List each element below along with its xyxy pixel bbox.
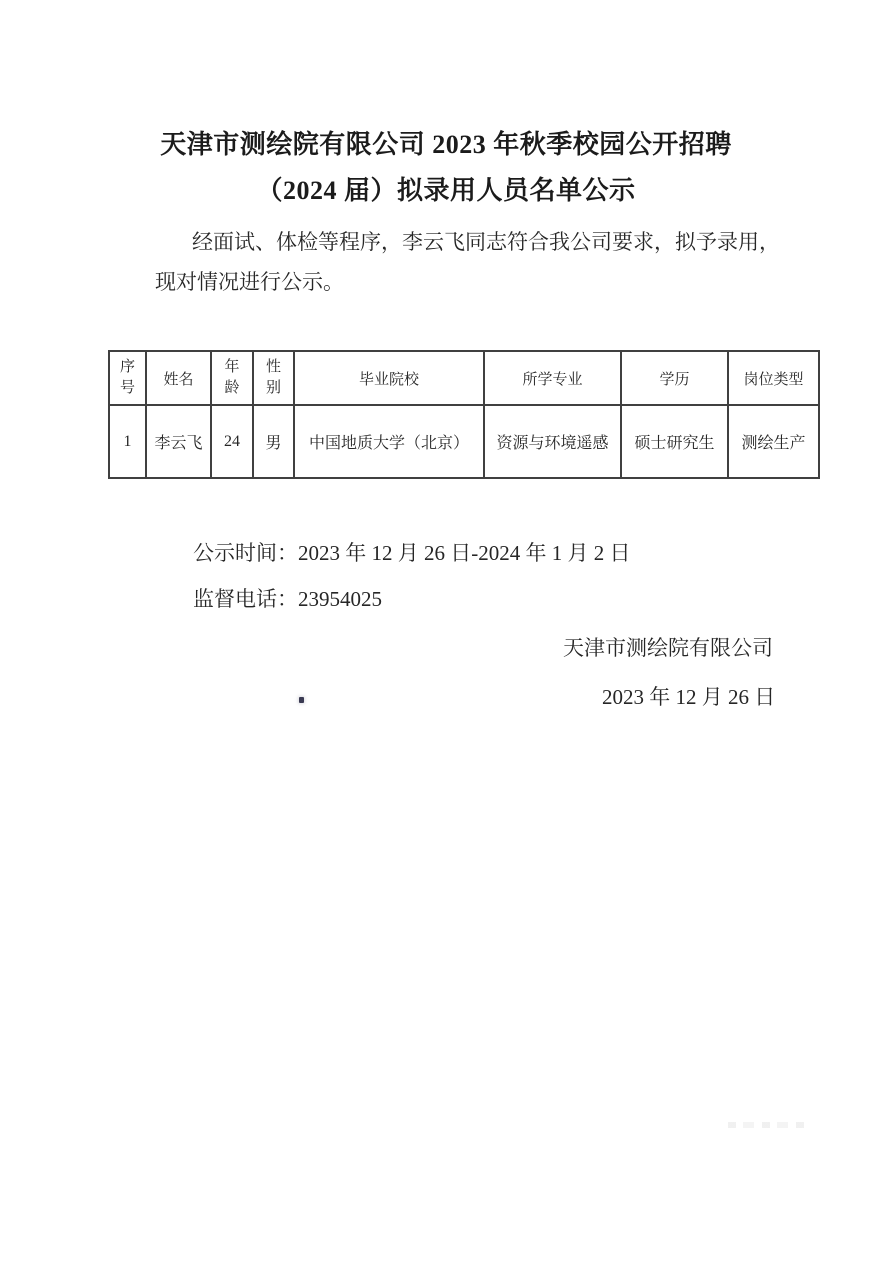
table-header-row bbox=[109, 351, 819, 405]
cell-name: 李云飞 bbox=[146, 405, 211, 478]
cell-age: 24 bbox=[211, 405, 253, 478]
document-title bbox=[0, 122, 892, 214]
cell-education: 硕士研究生 bbox=[621, 405, 728, 478]
signature-company: 天津市测绘院有限公司 bbox=[563, 636, 773, 660]
header-position-type: 岗位类型 bbox=[728, 351, 819, 405]
header-gender: 性别 bbox=[253, 351, 294, 405]
header-name: 姓名 bbox=[146, 351, 211, 405]
scan-speck-artifact bbox=[299, 697, 304, 703]
document-title-line-2: （2024 届）拟录用人员名单公示 bbox=[256, 176, 636, 205]
body-paragraph-line-2: 现对情况进行公示。 bbox=[155, 270, 344, 294]
scan-noise-artifact bbox=[728, 1122, 808, 1128]
header-age: 年龄 bbox=[211, 351, 253, 405]
supervision-phone-label: 监督电话： bbox=[193, 587, 298, 611]
publicity-period-line bbox=[193, 537, 631, 567]
document-title-line-1: 天津市测绘院有限公司 2023 年秋季校园公开招聘 bbox=[160, 130, 732, 159]
table-row bbox=[109, 405, 819, 478]
header-major: 所学专业 bbox=[484, 351, 621, 405]
cell-seq: 1 bbox=[109, 405, 146, 478]
supervision-phone-value: 23954025 bbox=[298, 587, 382, 611]
header-education: 学历 bbox=[621, 351, 728, 405]
cell-school: 中国地质大学（北京） bbox=[294, 405, 484, 478]
cell-gender: 男 bbox=[253, 405, 294, 478]
cell-major: 资源与环境遥感 bbox=[484, 405, 621, 478]
cell-position-type: 测绘生产 bbox=[728, 405, 819, 478]
supervision-phone-line bbox=[193, 583, 382, 613]
header-seq: 序号 bbox=[109, 351, 146, 405]
signature-date: 2023 年 12 月 26 日 bbox=[602, 685, 776, 709]
body-paragraph-line-1: 经面试、体检等程序，李云飞同志符合我公司要求，拟予录用， bbox=[192, 230, 780, 254]
publicity-period-label: 公示时间： bbox=[193, 541, 298, 565]
candidate-table bbox=[108, 350, 820, 479]
header-school: 毕业院校 bbox=[294, 351, 484, 405]
publicity-period-value: 2023 年 12 月 26 日-2024 年 1 月 2 日 bbox=[298, 541, 631, 565]
